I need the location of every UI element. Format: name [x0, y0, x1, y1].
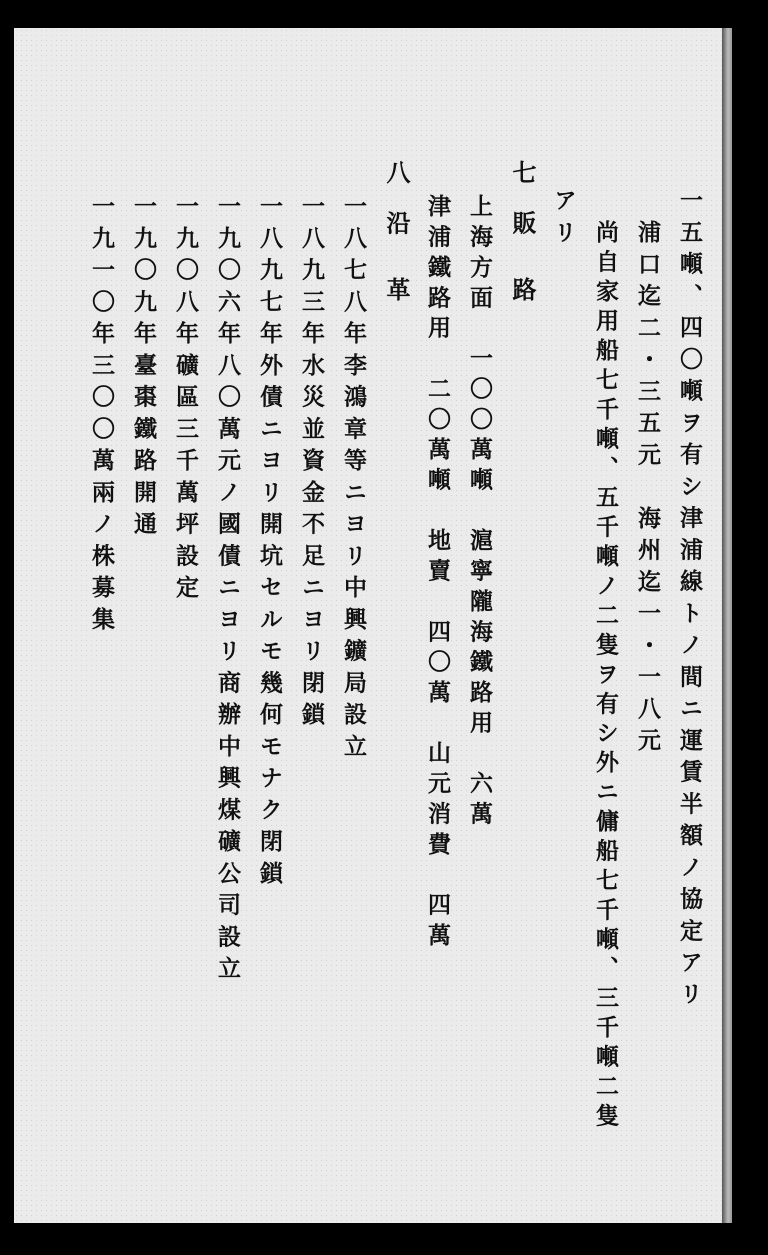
document-page	[14, 28, 738, 1223]
book-spine-shadow	[722, 28, 732, 1223]
text-line-1: 一五噸、四〇噸ヲ有シ津浦線トノ間ニ運賃半額ノ協定アリ	[676, 188, 703, 1014]
text-line-4: アリ	[550, 188, 577, 252]
text-line-2: 浦口迄二・三五元 海州迄一・一八元	[634, 220, 661, 760]
section-7-heading: 七 販 路	[508, 160, 537, 310]
section-7-row-2: 津浦鐵路用 二〇萬噸 地賣 四〇萬 山元消費 四萬	[424, 194, 451, 953]
history-item-7: 一九一〇年三〇〇萬兩ノ株募集	[88, 194, 115, 639]
section-8-heading: 八 沿 革	[382, 160, 411, 310]
section-7-row-1: 上海方面 一〇〇萬噸 滬寧隴海鐵路用 六萬	[466, 194, 493, 832]
history-item-1: 一八七八年李鴻章等ニヨリ中興鑛局設立	[340, 194, 367, 766]
history-item-4: 一九〇六年八〇萬元ノ國債ニヨリ商辦中興煤礦公司設立	[214, 194, 241, 988]
scan-border	[732, 0, 768, 1255]
history-item-2: 一八九三年水災並資金不足ニヨリ閉鎖	[298, 194, 325, 734]
text-line-3: 尚自家用船七千噸、五千噸ノ二隻ヲ有シ外ニ傭船七千噸、三千噸二隻	[592, 220, 619, 1133]
history-item-6: 一九〇九年臺棗鐵路開通	[130, 194, 157, 544]
history-item-3: 一八九七年外債ニヨリ開坑セルモ幾何モナク閉鎖	[256, 194, 283, 893]
history-item-5: 一九〇八年礦區三千萬坪設定	[172, 194, 199, 607]
